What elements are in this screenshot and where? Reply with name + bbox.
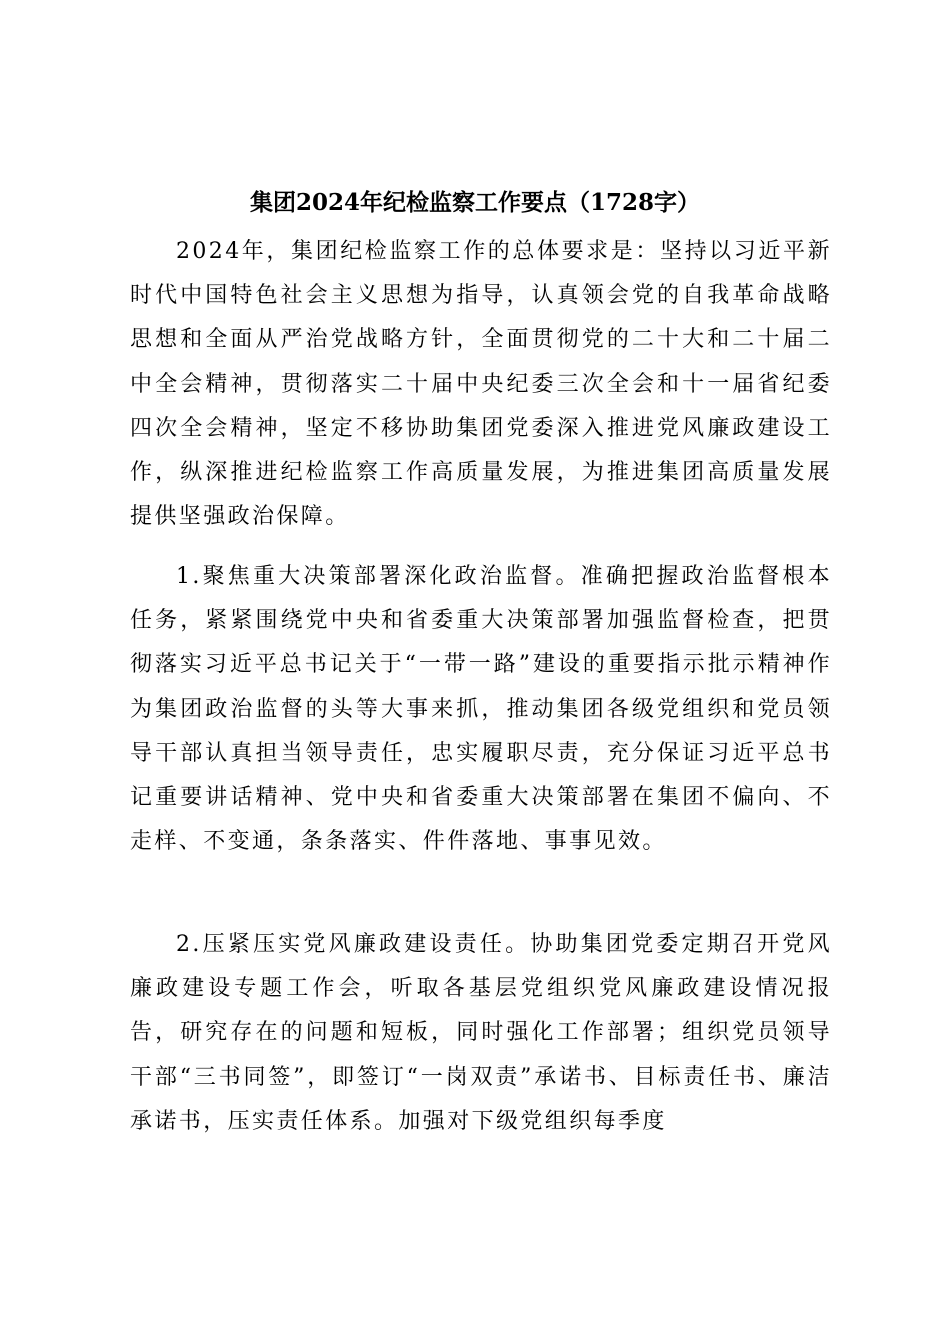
item-2-paragraph: 2.压紧压实党风廉政建设责任。协助集团党委定期召开党风廉政建设专题工作会，听取各基层党组织党风廉政建设情况报告，研究存在的问题和短板，同时强化工作部署；组织党员领导干部“三书同签”，即签订“一岗双责”承诺书、目标责任书、廉洁承诺书，压实责任体系。加强对下级党组织每季度 — [130, 932, 832, 1134]
document-title: 集团2024年纪检监察工作要点（1728字） — [249, 189, 701, 216]
item-1-paragraph: 1.聚焦重大决策部署深化政治监督。准确把握政治监督根本任务，紧紧围绕党中央和省委重大决策部署加强监督检查，把贯彻落实习近平总书记关于“一带一路”建设的重要指示批示精神作为集团政治监督的头等大事来抓，推动集团各级党组织和党员领导干部认真担当领导责任，忠实履职尽责，充分保证习近平总书记重要讲话精神、党中央和省委重大决策部署在集团不偏向、不走样、不变通，条条落实、件件落地、事事见效。 — [130, 564, 832, 855]
intro-paragraph: 2024年，集团纪检监察工作的总体要求是：坚持以习近平新时代中国特色社会主义思想为指导，认真领会党的自我革命战略思想和全面从严治党战略方针，全面贯彻党的二十大和二十届二中全会精神，贯彻落实二十届中央纪委三次全会和十一届省纪委四次全会精神，坚定不移协助集团党委深入推进党风廉政建设工作，纵深推进纪检监察工作高质量发展，为推进集团高质量发展提供坚强政治保障。 — [130, 239, 832, 530]
